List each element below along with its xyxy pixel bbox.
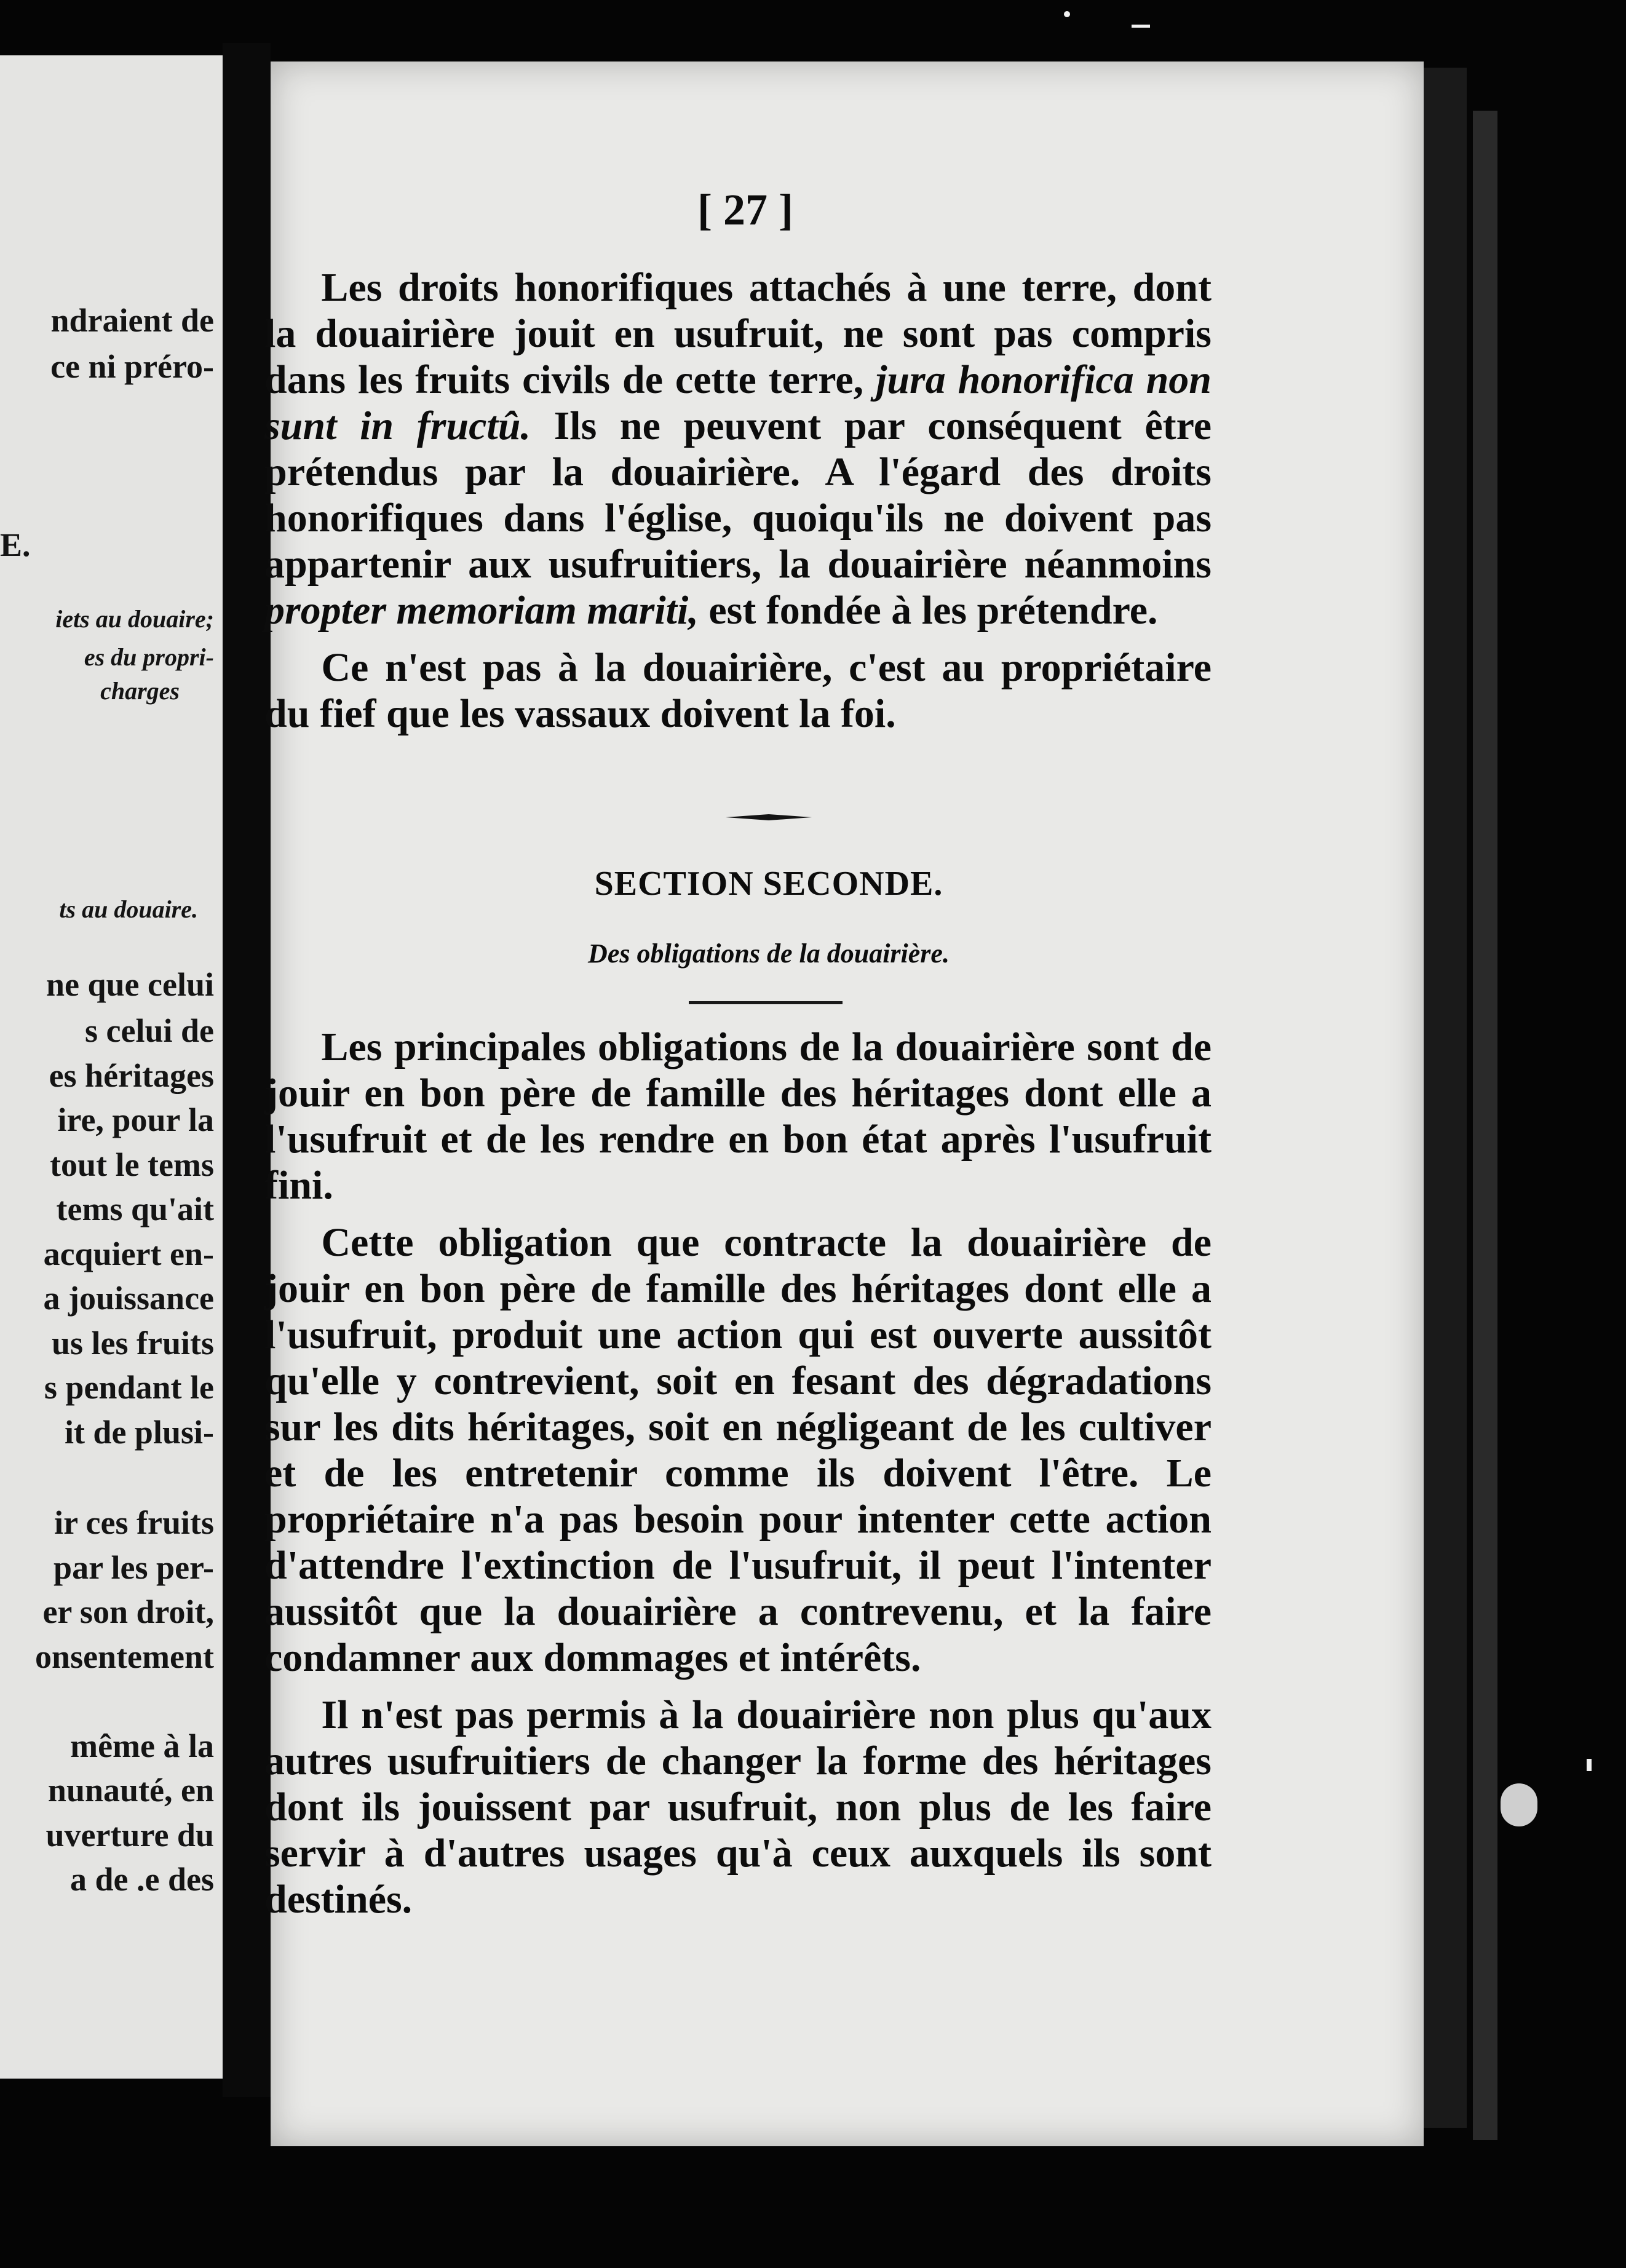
scan-speck xyxy=(1501,1783,1537,1826)
left-page-line: acquiert en- xyxy=(43,1235,214,1272)
page-edge-stripe xyxy=(1473,111,1497,2140)
ornament-rule xyxy=(726,813,812,822)
paragraph: Cette obligation que contracte la douairière de jouir en bon père de famille des héritages dont elle a l'usufruit, produit une action qui est ouverte aussitôt qu'elle y contrevient, soit en fesant des dégradations sur les dits héritages, soit en négligeant de les cultiver et de les entretenir comme ils doivent l'être. Le propriétaire n'a pas besoin pour intenter cette action d'attendre l'extinction de l'usufruit, il peut l'intenter aussitôt que la douairière a contrevenu, et la faire condamner aux dommages et intérêts. xyxy=(264,1220,1212,1680)
paragraph: Ce n'est pas à la douairière, c'est au propriétaire du fief que les vassaux doivent la foi. xyxy=(264,645,1212,736)
previous-page-fragment xyxy=(0,55,223,2079)
left-page-line: tout le tems xyxy=(50,1146,214,1183)
page-edge xyxy=(1424,68,1467,2128)
left-page-line: s pendant le xyxy=(44,1369,214,1406)
left-page-margin-note: iets au douaire; xyxy=(55,605,214,633)
left-page-margin-note: ts au douaire. xyxy=(59,895,198,923)
section-title: SECTION SECONDE. xyxy=(594,865,943,903)
page-number: [ 27 ] xyxy=(697,185,793,234)
left-page-margin-note: charges xyxy=(100,677,180,705)
left-page-line: même à la xyxy=(70,1727,214,1764)
left-page-line: uverture du xyxy=(46,1817,214,1854)
divider-rule xyxy=(689,1001,843,1004)
left-page-line: it de plusi- xyxy=(64,1414,214,1451)
left-page-line: es héritages xyxy=(49,1057,214,1094)
scan-speck xyxy=(1064,11,1070,17)
section-subtitle: Des obligations de la douairière. xyxy=(588,938,950,969)
scan-speck xyxy=(1132,25,1150,28)
left-page-line: a jouissance xyxy=(43,1280,214,1317)
section-text xyxy=(264,1024,1212,1922)
paragraph: Les droits honorifiques attachés à une terre, dont la douairière jouit en usufruit, ne sont pas compris dans les fruits civils de cette terre, jura honorifica non sunt in fructû. Ils ne peuvent par conséquent être prétendus par la douairière. A l'égard des droits honorifiques dans l'église, quoiqu'ils ne doivent pas appartenir aux usufruitiers, la douairière néanmoins propter memoriam mariti, est fondée à les prétendre. xyxy=(264,265,1212,633)
left-page-line: nunauté, en xyxy=(47,1772,214,1809)
scan-speck xyxy=(1587,1759,1592,1771)
book-gutter xyxy=(223,43,271,2097)
left-page-line: s celui de xyxy=(85,1012,214,1049)
paragraph: Il n'est pas permis à la douairière non plus qu'aux autres usufruitiers de changer la forme des héritages dont ils jouissent par usufruit, non plus de les faire servir à d'autres usages qu'à ceux auxquels ils sont destinés. xyxy=(264,1692,1212,1922)
left-page-line: onsentement xyxy=(35,1638,214,1675)
left-page-line: a de .e des xyxy=(70,1861,214,1898)
left-page-line: ndraient de xyxy=(50,302,214,339)
left-page-line: ne que celui xyxy=(46,966,214,1003)
intro-text xyxy=(264,264,1212,737)
left-page-line: er son droit, xyxy=(42,1593,214,1630)
left-page-line: ce ni préro- xyxy=(50,348,214,385)
left-page-line: tems qu'ait xyxy=(56,1191,214,1227)
left-page-line: ire, pour la xyxy=(57,1101,214,1138)
left-page-line: E. xyxy=(0,526,31,563)
left-page-line: par les per- xyxy=(54,1549,214,1586)
left-page-line: ir ces fruits xyxy=(54,1504,214,1541)
left-page-margin-note: es du propri- xyxy=(84,643,214,671)
left-page-line: us les fruits xyxy=(51,1325,214,1362)
paragraph: Les principales obligations de la douairière sont de jouir en bon père de famille des héritages dont elle a l'usufruit et de les rendre en bon état après l'usufruit fini. xyxy=(264,1025,1212,1208)
